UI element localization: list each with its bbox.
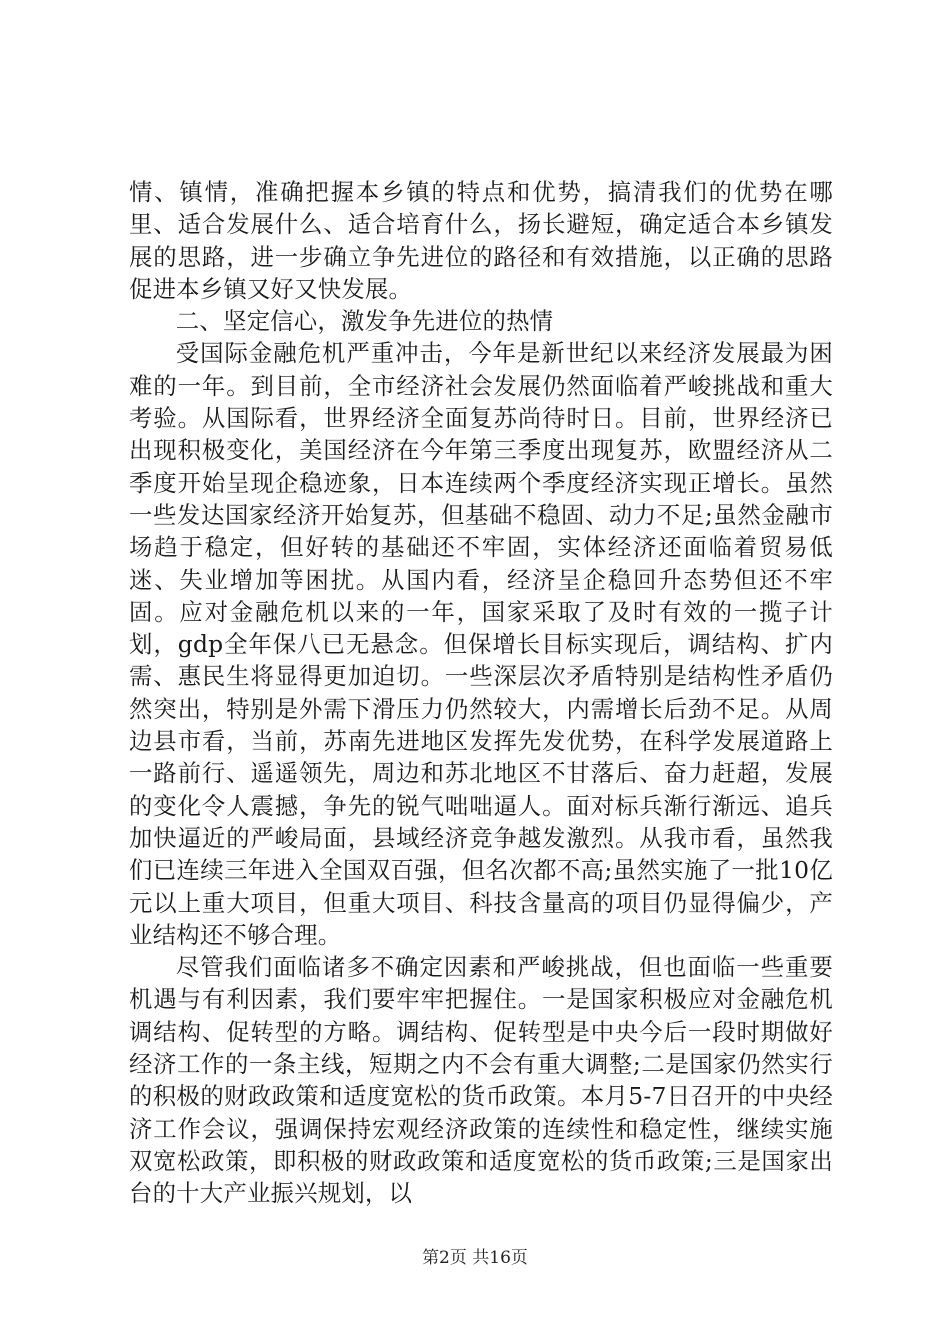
document-body (129, 176, 833, 1210)
paragraph-challenges: 受国际金融危机严重冲击，今年是新世纪以来经济发展最为困难的一年。到目前，全市经济社会发展仍然面临着严峻挑战和重大考验。从国际看，世界经济全面复苏尚待时日。目前，世界经济已出现积极变化，美国经济在今年第三季度出现复苏，欧盟经济从二季度开始呈现企稳迹象，日本连续两个季度经济实现正增长。虽然一些发达国家经济开始复苏，但基础不稳固、动力不足;虽然金融市场趋于稳定，但好转的基础还不牢固，实体经济还面临着贸易低迷、失业增加等困扰。从国内看，经济呈企稳回升态势但还不牢固。应对金融危机以来的一年，国家采取了及时有效的一揽子计划，gdp全年保八已无悬念。但保增长目标实现后，调结构、扩内需、惠民生将显得更加迫切。一些深层次矛盾特别是结构性矛盾仍然突出，特别是外需下滑压力仍然较大，内需增长后劲不足。从周边县市看，当前，苏南先进地区发挥先发优势，在科学发展道路上一路前行、遥遥领先，周边和苏北地区不甘落后、奋力赶超，发展的变化令人震撼，争先的锐气咄咄逼人。面对标兵渐行渐远、追兵加快逼近的严峻局面，县域经济竞争越发激烈。从我市看，虽然我们已连续三年进入全国双百强，但名次都不高;虽然实施了一批10亿元以上重大项目，但重大项目、科技含量高的项目仍显得偏少，产业结构还不够合理。 (129, 339, 833, 949)
page-footer: 第2页 共16页 (422, 1248, 528, 1268)
paragraph-continuation: 情、镇情，准确把握本乡镇的特点和优势，搞清我们的优势在哪里、适合发展什么、适合培育什么，扬长避短，确定适合本乡镇发展的思路，进一步确立争先进位的路径和有效措施，以正确的思路促进本乡镇又好又快发展。 (129, 178, 833, 303)
paragraph-opportunities: 尽管我们面临诸多不确定因素和严峻挑战，但也面临一些重要机遇与有利因素，我们要牢牢把握住。一是国家积极应对金融危机调结构、促转型的方略。调结构、促转型是中央今后一段时期做好经济工作的一条主线，短期之内不会有重大调整;二是国家仍然实行的积极的财政政策和适度宽松的货币政策。本月5-7日召开的中央经济工作会议，强调保持宏观经济政策的连续性和稳定性，继续实施双宽松政策，即积极的财政政策和适度宽松的货币政策;三是国家出台的十大产业振兴规划，以 (129, 953, 833, 1208)
section-heading: 二、坚定信心，激发争先进位的热情 (175, 307, 554, 336)
